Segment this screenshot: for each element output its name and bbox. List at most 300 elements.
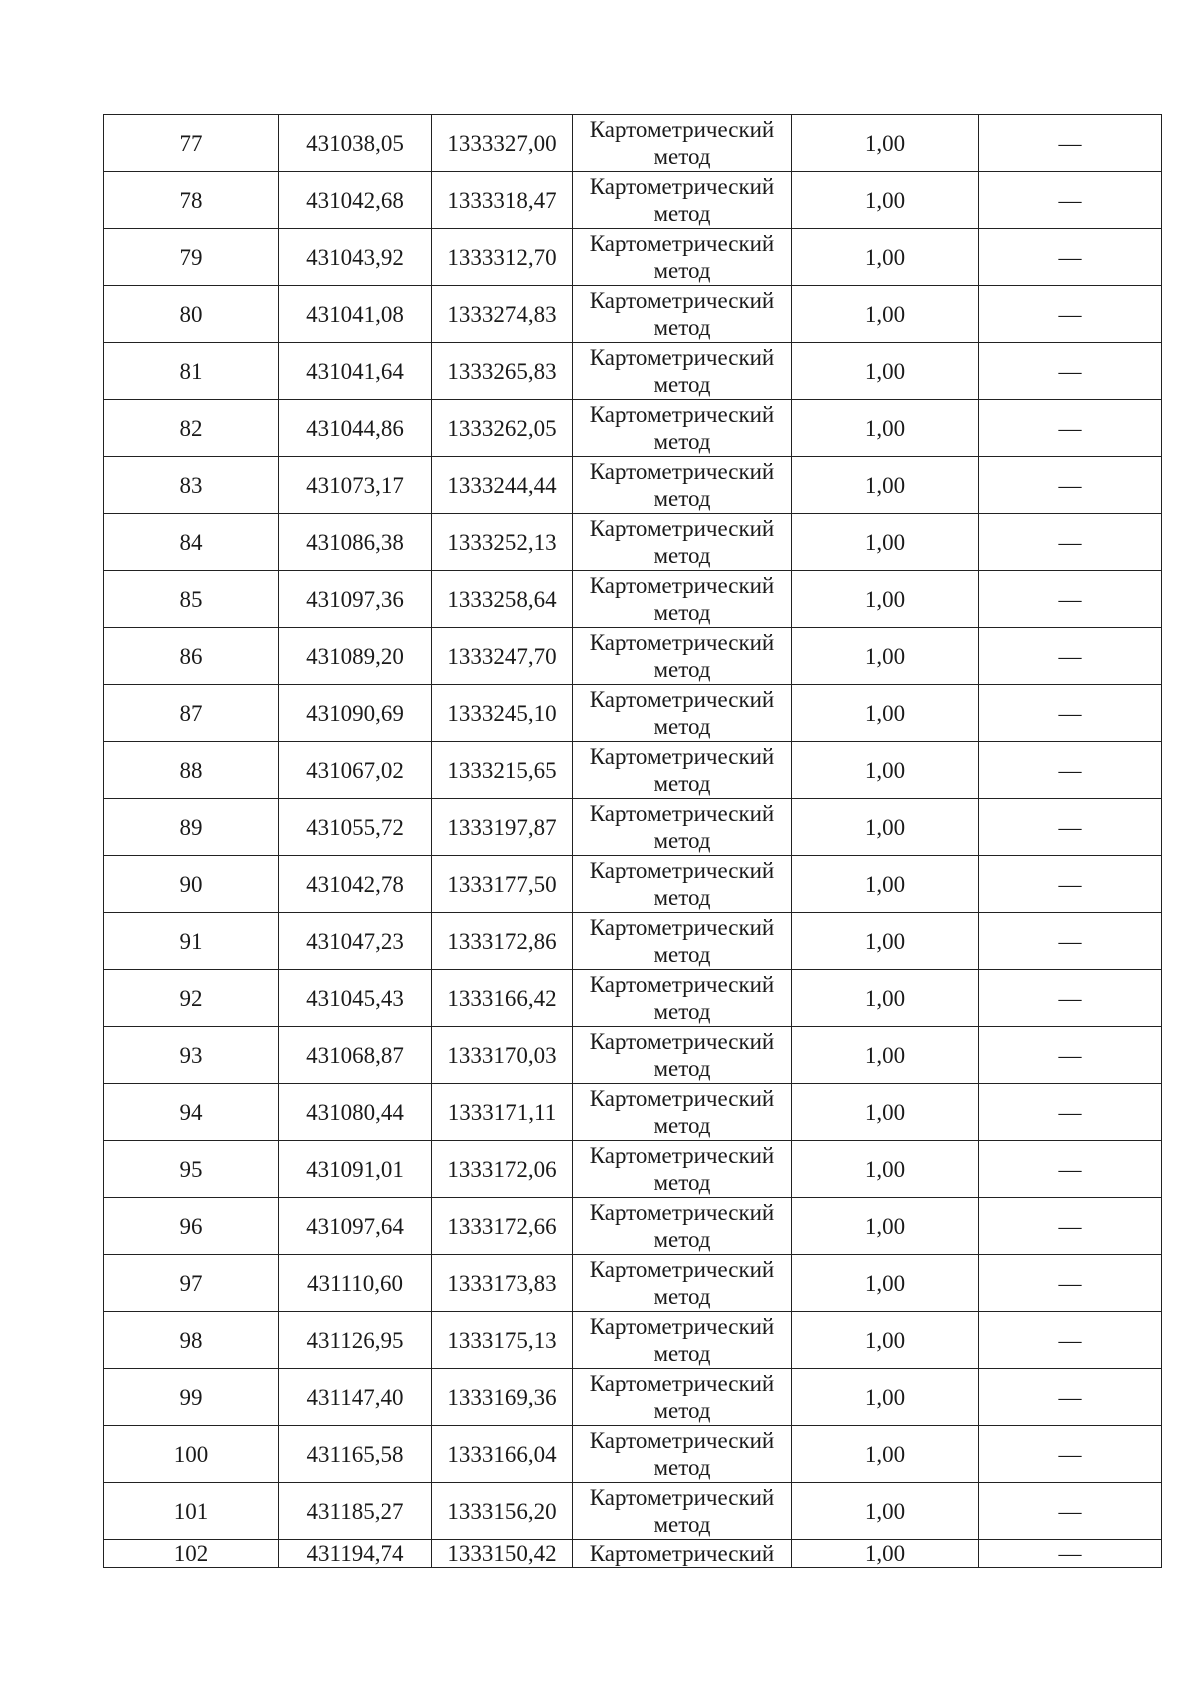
accuracy-cell [792,1141,979,1198]
point-number-cell [104,1312,279,1369]
table-row [104,970,1162,1027]
method-cell [573,286,792,343]
description-dash: — [1058,871,1082,897]
y-coordinate-text: 1333215,65 [447,757,557,783]
method-cell [573,400,792,457]
description-cell [979,571,1162,628]
x-coordinate-cell [279,799,432,856]
y-coordinate-text: 1333245,10 [447,700,557,726]
y-coordinate-cell [432,1540,573,1568]
table-row [104,1255,1162,1312]
description-dash: — [1058,529,1082,555]
y-coordinate-text: 1333170,03 [447,1042,557,1068]
accuracy-cell [792,286,979,343]
x-coordinate-cell [279,229,432,286]
table-row [104,286,1162,343]
y-coordinate-cell [432,742,573,799]
y-coordinate-cell [432,400,573,457]
method-cell [573,913,792,970]
x-coordinate-cell [279,913,432,970]
x-coordinate-cell [279,286,432,343]
point-number-text: 80 [179,301,203,327]
x-coordinate-cell [279,1198,432,1255]
table-row [104,685,1162,742]
point-number-text: 102 [173,1541,209,1566]
accuracy-cell [792,685,979,742]
accuracy-text: 1,00 [864,358,906,384]
accuracy-cell [792,115,979,172]
point-number-text: 95 [179,1156,203,1182]
y-coordinate-cell [432,1084,573,1141]
description-cell [979,1141,1162,1198]
table-row [104,343,1162,400]
description-dash: — [1058,301,1082,327]
method-cell [573,1540,792,1568]
description-cell [979,172,1162,229]
y-coordinate-cell [432,229,573,286]
point-number-cell [104,1084,279,1141]
accuracy-cell [792,1198,979,1255]
point-number-cell [104,1426,279,1483]
description-cell [979,514,1162,571]
point-number-text: 89 [179,814,203,840]
method-cell [573,571,792,628]
y-coordinate-text: 1333156,20 [447,1498,557,1524]
method-text: Картометрический метод [589,1371,775,1423]
y-coordinate-cell [432,799,573,856]
x-coordinate-text: 431090,69 [306,700,404,726]
x-coordinate-cell [279,1540,432,1568]
y-coordinate-cell [432,1312,573,1369]
y-coordinate-text: 1333318,47 [447,187,557,213]
method-text: Картометрический метод [589,1485,775,1537]
description-dash: — [1058,700,1082,726]
accuracy-text: 1,00 [864,1384,906,1410]
accuracy-cell [792,970,979,1027]
description-cell [979,229,1162,286]
point-number-text: 98 [179,1327,203,1353]
accuracy-text: 1,00 [864,1213,906,1239]
description-dash: — [1058,415,1082,441]
accuracy-cell [792,1084,979,1141]
x-coordinate-text: 431055,72 [306,814,404,840]
point-number-cell [104,1540,279,1568]
y-coordinate-cell [432,1198,573,1255]
accuracy-text: 1,00 [864,757,906,783]
description-cell [979,1084,1162,1141]
accuracy-cell [792,1255,979,1312]
point-number-text: 83 [179,472,203,498]
description-dash: — [1058,1498,1082,1524]
y-coordinate-text: 1333247,70 [447,643,557,669]
point-number-text: 99 [179,1384,203,1410]
point-number-text: 100 [173,1441,209,1467]
point-number-cell [104,1255,279,1312]
description-dash: — [1058,244,1082,270]
accuracy-text: 1,00 [864,1270,906,1296]
x-coordinate-text: 431044,86 [306,415,404,441]
x-coordinate-text: 431047,23 [306,928,404,954]
x-coordinate-text: 431042,78 [306,871,404,897]
table-row [104,856,1162,913]
method-text: Картометрический метод [589,117,775,169]
accuracy-cell [792,1426,979,1483]
method-cell [573,1426,792,1483]
y-coordinate-cell [432,1027,573,1084]
table-row [104,913,1162,970]
x-coordinate-text: 431091,01 [306,1156,404,1182]
y-coordinate-cell [432,913,573,970]
table-row [104,1483,1162,1540]
table-row [104,799,1162,856]
table-row [104,514,1162,571]
point-number-cell [104,1369,279,1426]
method-cell [573,172,792,229]
point-number-text: 93 [179,1042,203,1068]
point-number-cell [104,742,279,799]
x-coordinate-text: 431067,02 [306,757,404,783]
accuracy-cell [792,1483,979,1540]
x-coordinate-text: 431073,17 [306,472,404,498]
description-cell [979,1198,1162,1255]
accuracy-text: 1,00 [864,586,906,612]
accuracy-cell [792,1312,979,1369]
point-number-text: 86 [179,643,203,669]
x-coordinate-cell [279,571,432,628]
point-number-text: 79 [179,244,203,270]
method-cell [573,856,792,913]
accuracy-cell [792,1027,979,1084]
method-cell [573,1369,792,1426]
table-row [104,1312,1162,1369]
accuracy-text: 1,00 [864,1327,906,1353]
accuracy-text: 1,00 [864,814,906,840]
method-cell [573,1312,792,1369]
y-coordinate-text: 1333262,05 [447,415,557,441]
point-number-text: 87 [179,700,203,726]
description-dash: — [1058,130,1082,156]
y-coordinate-cell [432,286,573,343]
table-row [104,628,1162,685]
y-coordinate-cell [432,628,573,685]
description-dash: — [1058,814,1082,840]
y-coordinate-cell [432,172,573,229]
description-cell [979,1426,1162,1483]
point-number-cell [104,1198,279,1255]
y-coordinate-text: 1333172,86 [447,928,557,954]
coordinates-table [103,114,1162,1568]
description-dash: — [1058,1156,1082,1182]
x-coordinate-cell [279,628,432,685]
method-text: Картометрический метод [589,1029,775,1081]
y-coordinate-text: 1333150,42 [447,1541,557,1566]
accuracy-text: 1,00 [864,700,906,726]
point-number-cell [104,571,279,628]
description-dash: — [1058,586,1082,612]
point-number-cell [104,457,279,514]
method-text: Картометрический метод [589,1428,775,1480]
y-coordinate-text: 1333252,13 [447,529,557,555]
description-dash: — [1058,187,1082,213]
description-cell [979,457,1162,514]
accuracy-cell [792,571,979,628]
y-coordinate-text: 1333172,66 [447,1213,557,1239]
method-text: Картометрический метод [589,915,775,967]
description-dash: — [1058,985,1082,1011]
table-row [104,172,1162,229]
method-text: Картометрический метод [589,801,775,853]
y-coordinate-cell [432,685,573,742]
description-dash: — [1058,928,1082,954]
table-row [104,1141,1162,1198]
description-dash: — [1058,1270,1082,1296]
description-cell [979,685,1162,742]
x-coordinate-cell [279,1084,432,1141]
y-coordinate-cell [432,343,573,400]
description-cell [979,970,1162,1027]
table-row [104,457,1162,514]
y-coordinate-text: 1333173,83 [447,1270,557,1296]
accuracy-cell [792,400,979,457]
x-coordinate-cell [279,685,432,742]
accuracy-cell [792,229,979,286]
point-number-text: 101 [173,1498,209,1524]
y-coordinate-text: 1333265,83 [447,358,557,384]
x-coordinate-text: 431185,27 [306,1498,404,1524]
description-cell [979,343,1162,400]
x-coordinate-text: 431126,95 [306,1327,404,1353]
method-text: Картометрический метод [589,630,775,682]
x-coordinate-text: 431043,92 [306,244,404,270]
point-number-cell [104,1027,279,1084]
method-cell [573,229,792,286]
accuracy-text: 1,00 [864,643,906,669]
point-number-cell [104,913,279,970]
table-row [104,229,1162,286]
x-coordinate-text: 431068,87 [306,1042,404,1068]
x-coordinate-text: 431165,58 [306,1441,404,1467]
accuracy-cell [792,172,979,229]
x-coordinate-cell [279,1312,432,1369]
coordinates-table-body [104,115,1162,1568]
point-number-cell [104,172,279,229]
point-number-text: 91 [179,928,203,954]
y-coordinate-cell [432,115,573,172]
accuracy-text: 1,00 [864,1042,906,1068]
table-row [104,742,1162,799]
accuracy-cell [792,799,979,856]
method-cell [573,1084,792,1141]
y-coordinate-text: 1333274,83 [447,301,557,327]
method-text: Картометрический метод [589,858,775,910]
y-coordinate-cell [432,514,573,571]
y-coordinate-text: 1333166,04 [447,1441,557,1467]
table-row [104,571,1162,628]
description-cell [979,1369,1162,1426]
x-coordinate-cell [279,1141,432,1198]
accuracy-text: 1,00 [864,1441,906,1467]
method-text: Картометрический метод [589,174,775,226]
point-number-cell [104,1141,279,1198]
description-dash: — [1058,1099,1082,1125]
point-number-cell [104,799,279,856]
point-number-cell [104,685,279,742]
accuracy-text: 1,00 [864,1156,906,1182]
point-number-cell [104,1483,279,1540]
description-cell [979,799,1162,856]
accuracy-text: 1,00 [864,301,906,327]
method-cell [573,799,792,856]
point-number-cell [104,229,279,286]
description-cell [979,286,1162,343]
x-coordinate-text: 431041,64 [306,358,404,384]
method-cell [573,343,792,400]
accuracy-cell [792,514,979,571]
method-text: Картометрический метод [589,345,775,397]
x-coordinate-text: 431089,20 [306,643,404,669]
y-coordinate-text: 1333172,06 [447,1156,557,1182]
y-coordinate-text: 1333166,42 [447,985,557,1011]
point-number-text: 85 [179,586,203,612]
x-coordinate-cell [279,115,432,172]
accuracy-cell [792,856,979,913]
accuracy-text: 1,00 [864,1541,906,1566]
description-dash: — [1058,1327,1082,1353]
method-cell [573,1027,792,1084]
method-text: Картометрический метод [589,1200,775,1252]
method-text: Картометрический метод [589,231,775,283]
point-number-cell [104,970,279,1027]
y-coordinate-cell [432,856,573,913]
point-number-cell [104,286,279,343]
description-dash: — [1058,1042,1082,1068]
point-number-text: 77 [179,130,203,156]
method-text: Картометрический метод [589,744,775,796]
description-dash: — [1058,643,1082,669]
x-coordinate-cell [279,172,432,229]
x-coordinate-cell [279,1483,432,1540]
description-cell [979,1540,1162,1568]
method-text: Картометрический метод [589,1257,775,1309]
point-number-text: 90 [179,871,203,897]
method-cell [573,1141,792,1198]
table-row [104,115,1162,172]
accuracy-text: 1,00 [864,1498,906,1524]
method-text: Картометрический метод [589,1314,775,1366]
y-coordinate-text: 1333175,13 [447,1327,557,1353]
y-coordinate-text: 1333177,50 [447,871,557,897]
description-dash: — [1058,1541,1082,1566]
point-number-cell [104,628,279,685]
accuracy-cell [792,1540,979,1568]
description-cell [979,115,1162,172]
method-text: Картометрический метод [589,459,775,511]
method-cell [573,115,792,172]
x-coordinate-cell [279,970,432,1027]
x-coordinate-cell [279,856,432,913]
accuracy-cell [792,343,979,400]
y-coordinate-cell [432,970,573,1027]
point-number-text: 82 [179,415,203,441]
x-coordinate-text: 431086,38 [306,529,404,555]
method-cell [573,685,792,742]
y-coordinate-text: 1333197,87 [447,814,557,840]
method-text: Картометрический метод [589,516,775,568]
point-number-text: 92 [179,985,203,1011]
x-coordinate-text: 431045,43 [306,985,404,1011]
x-coordinate-cell [279,457,432,514]
method-cell [573,742,792,799]
x-coordinate-cell [279,400,432,457]
point-number-cell [104,115,279,172]
accuracy-text: 1,00 [864,244,906,270]
point-number-text: 78 [179,187,203,213]
y-coordinate-text: 1333169,36 [447,1384,557,1410]
method-text: Картометрический метод [589,1086,775,1138]
description-dash: — [1058,472,1082,498]
point-number-text: 94 [179,1099,203,1125]
accuracy-text: 1,00 [864,415,906,441]
table-row [104,1540,1162,1568]
description-cell [979,1483,1162,1540]
x-coordinate-text: 431080,44 [306,1099,404,1125]
x-coordinate-cell [279,1255,432,1312]
y-coordinate-text: 1333312,70 [447,244,557,270]
table-row [104,1198,1162,1255]
description-dash: — [1058,757,1082,783]
point-number-text: 96 [179,1213,203,1239]
y-coordinate-text: 1333244,44 [447,472,557,498]
x-coordinate-text: 431110,60 [306,1270,404,1296]
accuracy-cell [792,913,979,970]
accuracy-cell [792,457,979,514]
table-row [104,1369,1162,1426]
description-dash: — [1058,1441,1082,1467]
description-cell [979,628,1162,685]
accuracy-text: 1,00 [864,1099,906,1125]
table-row [104,1426,1162,1483]
method-text: Картометрический метод [589,573,775,625]
x-coordinate-text: 431097,64 [306,1213,404,1239]
y-coordinate-cell [432,1255,573,1312]
description-dash: — [1058,1384,1082,1410]
accuracy-cell [792,1369,979,1426]
description-dash: — [1058,1213,1082,1239]
accuracy-cell [792,742,979,799]
x-coordinate-cell [279,1426,432,1483]
method-cell [573,457,792,514]
method-text: Картометрический метод [589,972,775,1024]
point-number-cell [104,400,279,457]
x-coordinate-text: 431097,36 [306,586,404,612]
point-number-text: 97 [179,1270,203,1296]
x-coordinate-cell [279,742,432,799]
y-coordinate-text: 1333258,64 [447,586,557,612]
method-cell [573,628,792,685]
x-coordinate-cell [279,514,432,571]
accuracy-text: 1,00 [864,187,906,213]
accuracy-text: 1,00 [864,985,906,1011]
description-cell [979,1312,1162,1369]
x-coordinate-cell [279,1369,432,1426]
y-coordinate-text: 1333327,00 [447,130,557,156]
description-cell [979,742,1162,799]
x-coordinate-cell [279,343,432,400]
method-cell [573,1483,792,1540]
method-cell [573,514,792,571]
table-row [104,1084,1162,1141]
x-coordinate-text: 431042,68 [306,187,404,213]
